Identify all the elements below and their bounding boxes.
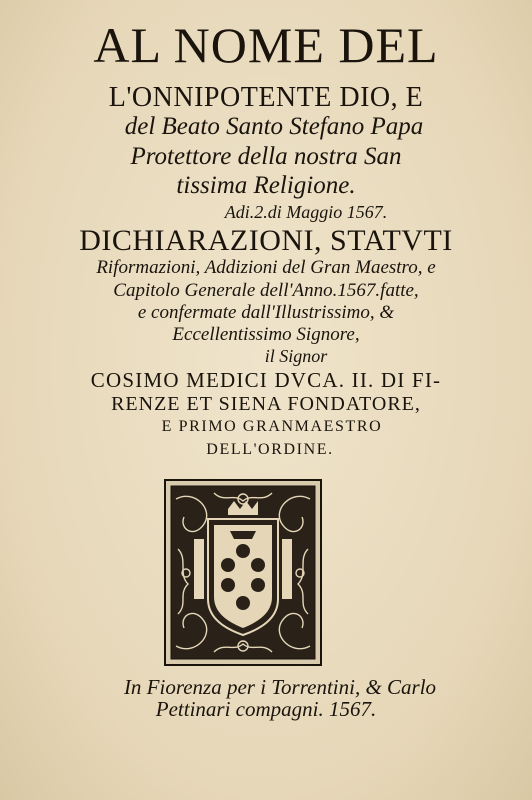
dedication-line-2: RENZE ET SIENA FONDATORE, <box>111 393 421 415</box>
title-line-1: AL NOME DEL <box>93 17 439 73</box>
title-line-2: L'ONNIPOTENTE DIO, E <box>108 82 424 113</box>
body-line-2: Capitolo Generale dell'Anno.1567.fatte, <box>113 280 419 301</box>
body-line-5: il Signor <box>264 346 328 366</box>
dedication-line-4: DELL'ORDINE. <box>206 441 334 458</box>
body-line-4: Eccellentissimo Signore, <box>172 324 360 345</box>
title-line-4: Protettore della nostra San <box>130 143 402 170</box>
body-line-3: e confermate dall'Illustrissimo, & <box>137 302 395 323</box>
dedication-line-3: E PRIMO GRANMAESTRO <box>161 418 383 435</box>
body-line-1: Riformazioni, Addizioni del Gran Maestro, e <box>96 257 436 278</box>
imprint-line-2: Pettinari compagni. 1567. <box>155 697 377 721</box>
main-heading: DICHIARAZIONI, STATVTI <box>79 224 453 257</box>
dedication-line-1: COSIMO MEDICI DVCA. II. DI FI- <box>90 368 442 392</box>
title-line-5: tissima Religione. <box>176 172 356 199</box>
date-line: Adi.2.di Maggio 1567. <box>224 202 388 222</box>
title-line-3: del Beato Santo Stefano Papa <box>124 113 424 140</box>
imprint-line-1: In Fiorenza per i Torrentini, & Carlo <box>123 675 437 699</box>
medici-coat-of-arms-woodcut <box>164 479 322 666</box>
